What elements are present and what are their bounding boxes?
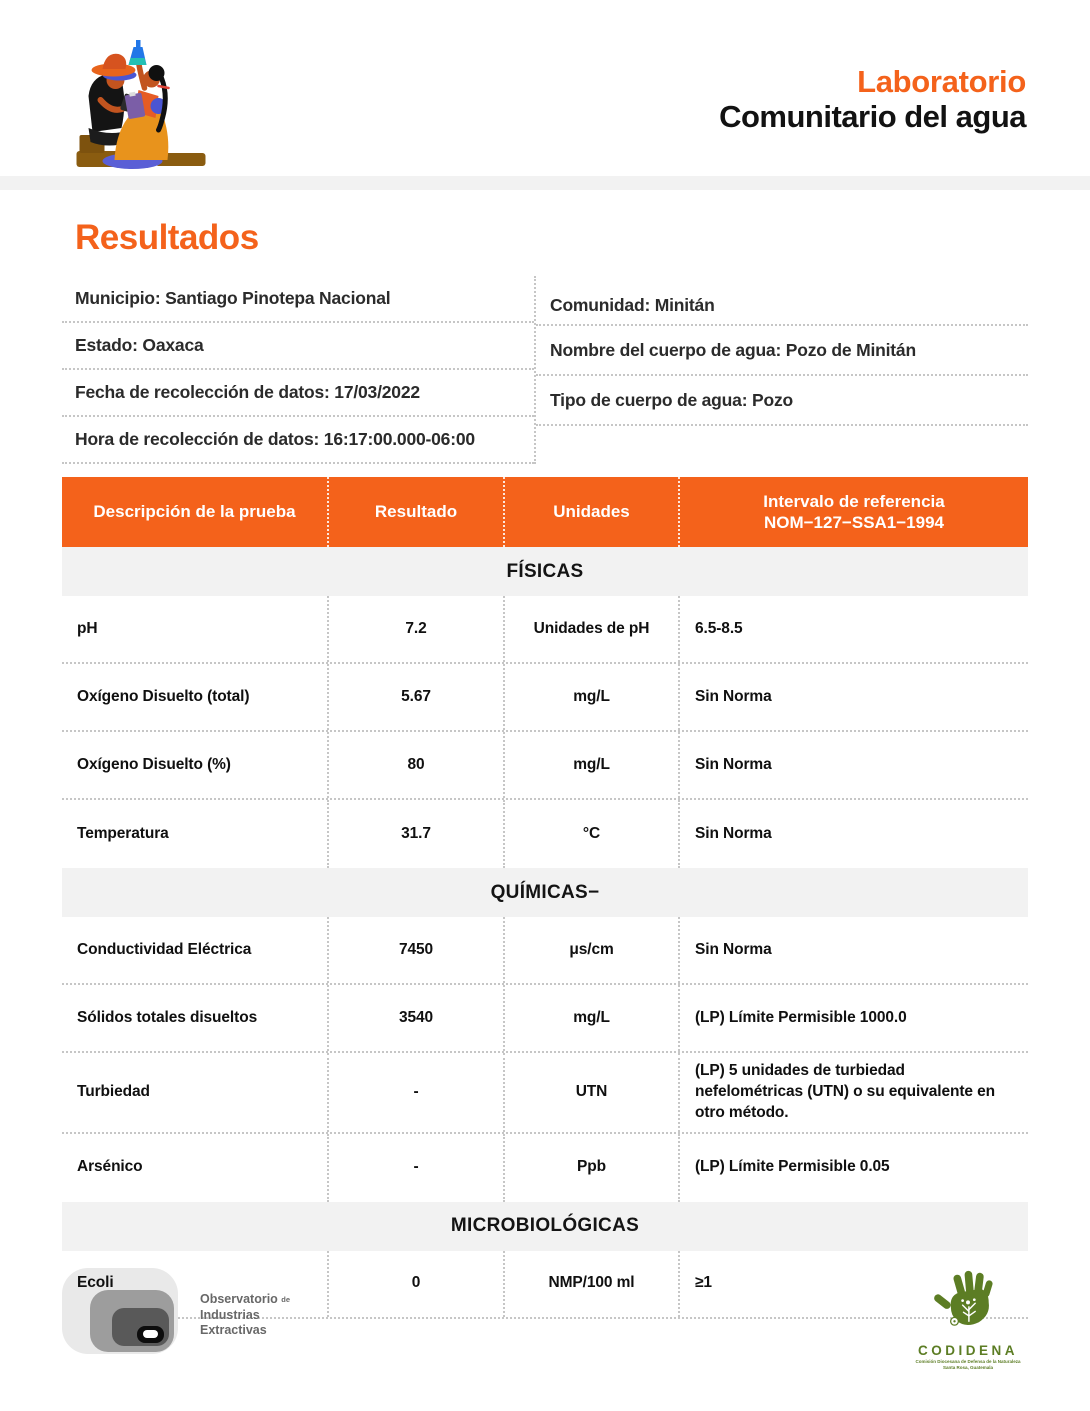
column-header-intervalo: [678, 477, 1028, 547]
column-header-descripcion: Descripción de la prueba: [93, 502, 296, 522]
info-nombre-cuerpo-agua: Nombre del cuerpo de agua: Pozo de Minitán: [536, 326, 1028, 376]
cell-units: mg/L: [503, 985, 678, 1051]
observatorio-de: de: [281, 1295, 291, 1304]
header-title-line2: Comunitario del agua: [719, 99, 1026, 135]
table-row: [62, 985, 1028, 1053]
table-row: [62, 732, 1028, 800]
observatorio-extractivas: Extractivas: [200, 1323, 267, 1338]
table-row: [62, 1251, 1028, 1319]
codidena-subtitle: [906, 1359, 1030, 1372]
cell-result: 5.67: [327, 664, 503, 730]
table-row: [62, 596, 1028, 664]
section-rows: [62, 917, 1028, 1202]
info-comunidad: Comunidad: Minitán: [536, 276, 1028, 326]
people-with-flask-illustration-icon: [60, 34, 215, 174]
cell-units: μs/cm: [503, 917, 678, 983]
cell-description: Oxígeno Disuelto (%): [77, 755, 231, 773]
cell-reference: Sin Norma: [678, 732, 1028, 798]
cell-reference: (LP) Límite Permisible 0.05: [678, 1134, 1028, 1202]
cell-reference: Sin Norma: [678, 917, 1028, 983]
cell-description: pH: [77, 619, 98, 637]
header-titles: [719, 64, 1026, 135]
column-header-intervalo-line2: NOM−127−SSA1−1994: [763, 513, 945, 532]
cell-units: Unidades de pH: [503, 596, 678, 662]
cell-description: Conductividad Eléctrica: [77, 940, 252, 958]
sample-info-right-column: [534, 276, 1028, 464]
cell-units: NMP/100 ml: [503, 1251, 678, 1317]
cell-description: Ecoli: [77, 1274, 114, 1292]
cell-units: mg/L: [503, 732, 678, 798]
section-banner: QUÍMICAS−: [62, 868, 1028, 917]
cell-reference: 6.5-8.5: [678, 596, 1028, 662]
cell-reference: Sin Norma: [678, 800, 1028, 868]
cell-result: 80: [327, 732, 503, 798]
cell-units: mg/L: [503, 664, 678, 730]
observatorio-industrias: Industrias: [200, 1307, 260, 1322]
table-row: [62, 1134, 1028, 1202]
info-estado: Estado: Oaxaca: [62, 323, 534, 370]
section-rows: [62, 1251, 1028, 1319]
cell-units: UTN: [503, 1053, 678, 1132]
column-header-intervalo-line1: Intervalo de referencia: [763, 491, 945, 511]
cell-result: 7.2: [327, 596, 503, 662]
cell-result: 3540: [327, 985, 503, 1051]
info-tipo-cuerpo-agua: Tipo de cuerpo de agua: Pozo: [536, 376, 1028, 426]
sample-info-left-column: [62, 276, 534, 464]
page-title: Resultados: [75, 218, 259, 257]
cell-description: Arsénico: [77, 1158, 143, 1176]
results-table: [62, 477, 1028, 1319]
column-header-unidades: Unidades: [503, 477, 678, 547]
codidena-subtitle-line1: Comisión Diocesana de Defensa de la Naturaleza: [915, 1359, 1021, 1364]
table-row: [62, 917, 1028, 985]
cell-result: -: [327, 1053, 503, 1132]
cell-description: Temperatura: [77, 824, 169, 842]
observatorio-logo-layer5: [143, 1330, 158, 1338]
codidena-subtitle-line2: Santa Rosa, Guatemala: [942, 1365, 994, 1371]
codidena-wordmark: CODIDENA: [917, 1343, 1018, 1358]
column-header-resultado: Resultado: [327, 477, 503, 547]
cell-result: -: [327, 1134, 503, 1202]
section-banner: FÍSICAS: [62, 547, 1028, 596]
cell-result: 0: [327, 1251, 503, 1317]
page-header: [0, 0, 1090, 176]
cell-reference: ≥1: [678, 1251, 1028, 1317]
results-table-header: [62, 477, 1028, 547]
cell-description: Oxígeno Disuelto (total): [77, 687, 250, 705]
header-divider-bar: [0, 176, 1090, 190]
cell-result: 31.7: [327, 800, 503, 868]
table-row: [62, 800, 1028, 868]
report-content: [0, 218, 1090, 1319]
cell-reference: (LP) 5 unidades de turbiedad nefelométricas (UTN) o su equivalente en otro método.: [678, 1053, 1028, 1132]
cell-result: 7450: [327, 917, 503, 983]
section-rows: [62, 596, 1028, 868]
info-fecha-recoleccion: Fecha de recolección de datos: 17/03/2022: [62, 370, 534, 417]
cell-units: °C: [503, 800, 678, 868]
cell-description: Turbiedad: [77, 1082, 150, 1100]
cell-reference: (LP) Límite Permisible 1000.0: [678, 985, 1028, 1051]
sample-info-grid: [62, 276, 1028, 464]
info-hora-recoleccion: Hora de recolección de datos: 16:17:00.000-06:00: [62, 417, 534, 464]
observatorio-word: Observatorio: [200, 1292, 278, 1306]
cell-units: Ppb: [503, 1134, 678, 1202]
table-row: [62, 1053, 1028, 1134]
cell-reference: Sin Norma: [678, 664, 1028, 730]
section-banner: MICROBIOLÓGICAS: [62, 1202, 1028, 1251]
info-municipio: Municipio: Santiago Pinotepa Nacional: [62, 276, 534, 323]
table-row: [62, 664, 1028, 732]
cell-description: Sólidos totales disueltos: [77, 1008, 258, 1026]
header-title-line1: Laboratorio: [857, 64, 1026, 99]
results-table-body: [62, 547, 1028, 1319]
